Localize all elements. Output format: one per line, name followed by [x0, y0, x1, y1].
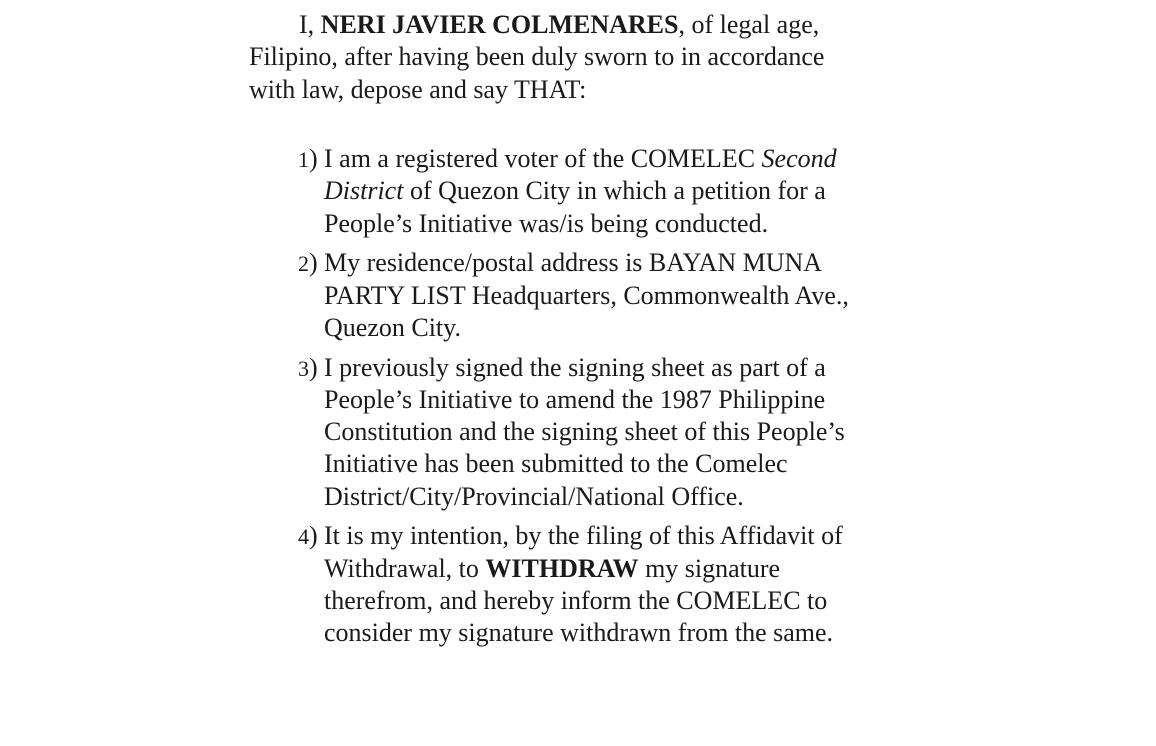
statement-item-2 — [298, 247, 873, 344]
statement-number: 2) — [298, 248, 318, 278]
statement-number: 1) — [298, 144, 318, 173]
statement-text: My residence/postal address is BAYAN MUNA PARTY LIST Headquarters, Commonwealth Ave., Quezon City. — [324, 248, 849, 342]
statement-item-1 — [298, 143, 873, 240]
statement-number: 3) — [298, 352, 318, 382]
statement-text-a: I am a registered voter of the COMELEC — [324, 144, 762, 173]
intro-prefix: I, — [299, 10, 321, 39]
district-name: Second District — [324, 144, 837, 206]
statement-text-a: It is my intention, by the filing of this Affidavit of Withdrawal, to — [324, 521, 843, 583]
affiant-name: NERI JAVIER COLMENARES — [320, 10, 679, 39]
intro-suffix: , of legal age, Filipino, after having been duly sworn to in accordance with law, depose and say THAT: — [249, 10, 825, 104]
statement-text: I previously signed the signing sheet as part of a People’s Initiative to amend the 1987 Philippine Constitution and the signing sheet of this People’s Initiative has been submitted to the Comelec District/City/Provincial/National Office. — [324, 352, 845, 511]
statement-item-3 — [298, 352, 873, 513]
statement-list — [298, 143, 873, 657]
statement-item-4 — [298, 520, 873, 649]
withdraw-keyword: WITHDRAW — [485, 553, 639, 583]
statement-number: 4) — [298, 521, 318, 551]
statement-text-b: my signature therefrom, and hereby inform the COMELEC to consider my signature withdrawn from the same. — [324, 553, 834, 648]
intro-paragraph — [249, 9, 861, 106]
statement-text-b: of Quezon City in which a petition for a People’s Initiative was/is being conducted. — [324, 176, 826, 238]
